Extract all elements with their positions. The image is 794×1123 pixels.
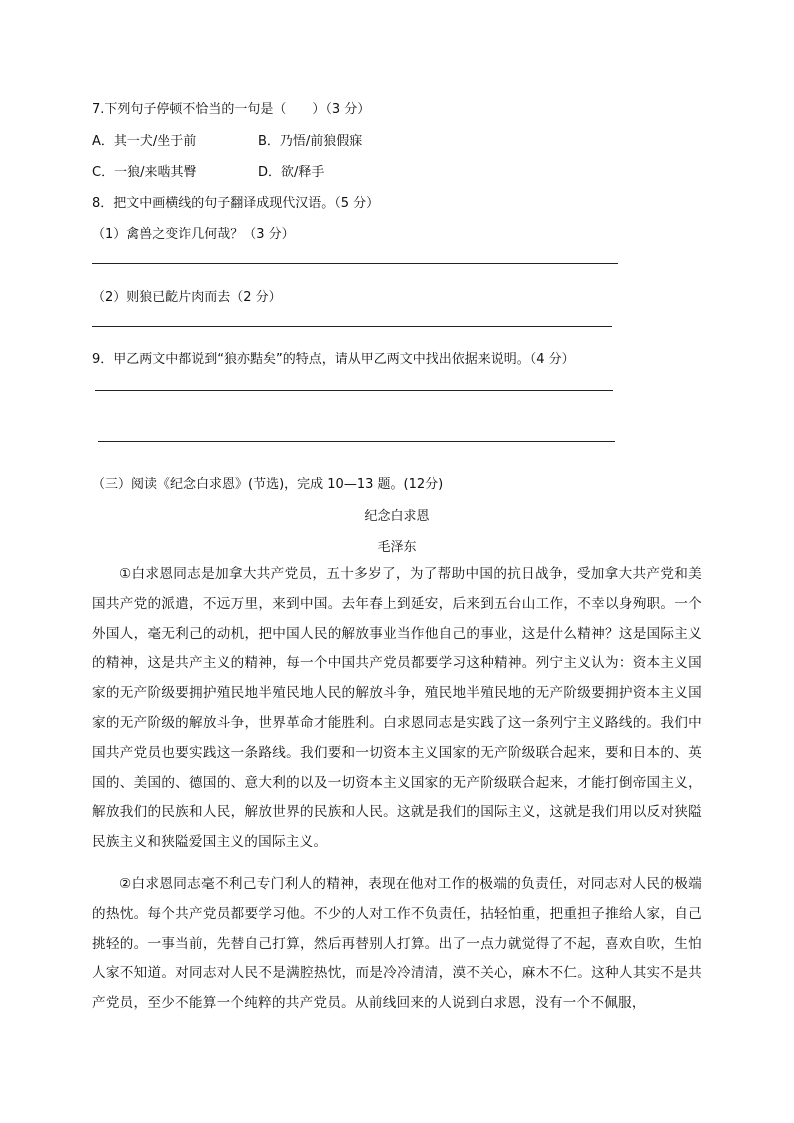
q7-option-c: C．一狼/来啮其臀 <box>92 165 197 180</box>
q8-sub2-answer-line[interactable] <box>92 326 612 327</box>
q9-answer-line-1[interactable] <box>95 390 613 391</box>
q7-option-b: B．乃悟/前狼假寐 <box>258 134 363 149</box>
q9-answer-line-2[interactable] <box>98 441 615 442</box>
article-paragraph-1: ①白求恩同志是加拿大共产党员，五十多岁了，为了帮助中国的抗日战争，受加拿大共产党和美国共产党的派遣，不远万里，来到中国。去年春上到延安，后来到五台山工作，不幸以身殉职。一个外国人，毫无利己的动机，把中国人民的解放事业当作他自己的事业，这是什么精神？这是国际主义的精神，这是共产主义的精神，每一个中国共产党员都要学习这种精神。列宁主义认为：资本主义国家的无产阶级要拥护殖民地半殖民地人民的解放斗争，殖民地半殖民地的无产阶级要拥护资本主义国家的无产阶级的解放斗争，世界革命才能胜利。白求恩同志是实践了这一条列宁主义路线的。我们中国共产党员也要实践这一条路线。我们要和一切资本主义国家的无产阶级联合起来，要和日本的、英国的、美国的、德国的、意大利的以及一切资本主义国家的无产阶级联合起来，才能打倒帝国主义，解放我们的民族和人民，解放世界的民族和人民。这就是我们的国际主义，这就是我们用以反对狭隘民族主义和狭隘爱国主义的国际主义。 <box>92 566 702 851</box>
article-title: 纪念白求恩 <box>364 509 430 524</box>
q8-sub1: （1）禽兽之变诈几何哉？（3 分） <box>92 227 295 242</box>
article-paragraph-2: ②白求恩同志毫不利己专门利人的精神，表现在他对工作的极端的负责任，对同志对人民的极端的热忱。每个共产党员都要学习他。不少的人对工作不负责任，拈轻怕重，把重担子推给人家，自己挑轻的。一事当前，先替自己打算，然后再替别人打算。出了一点力就觉得了不起，喜欢自吹，生怕人家不知道。对同志对人民不是满腔热忱，而是冷冷清清，漠不关心，麻木不仁。这种人其实不是共产党员，至少不能算一个纯粹的共产党员。从前线回来的人说到白求恩，没有一个不佩服， <box>92 876 702 1012</box>
q9-stem: 9．甲乙两文中都说到“狼亦黠矣”的特点，请从甲乙两文中找出依据来说明。（4 分） <box>92 352 575 367</box>
q7-option-d: D．欲/释手 <box>258 165 325 180</box>
q7-option-a: A．其一犬/坐于前 <box>92 134 197 149</box>
q8-stem: 8．把文中画横线的句子翻译成现代汉语。（5 分） <box>92 196 380 211</box>
article-author: 毛泽东 <box>377 540 417 555</box>
q8-sub1-answer-line[interactable] <box>92 263 618 264</box>
q8-sub2: （2）则狼已齕片肉而去（2 分） <box>92 290 282 305</box>
section-intro: （三）阅读《纪念白求恩》(节选)，完成 10—13 题。(12分) <box>92 477 444 492</box>
q7-stem: 7.下列句子停顿不恰当的一句是（ ）（3 分） <box>92 102 371 117</box>
